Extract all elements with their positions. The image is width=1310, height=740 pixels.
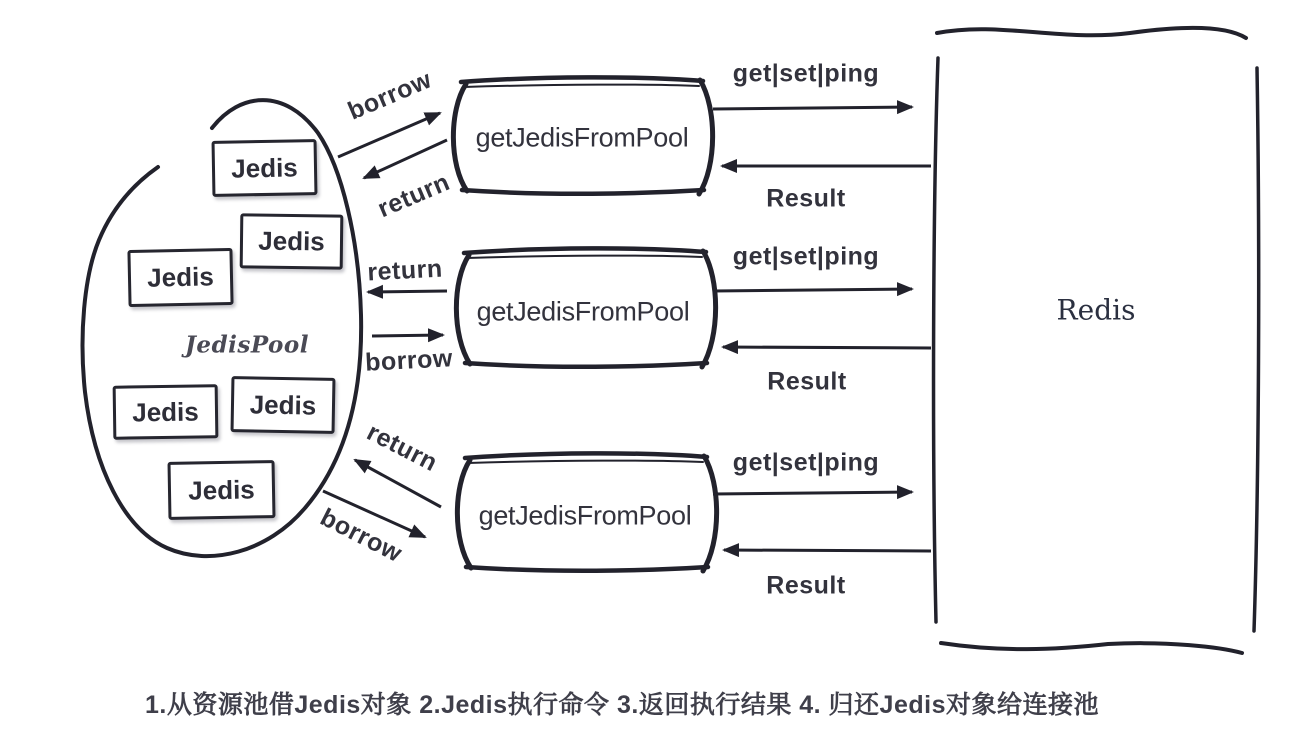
borrow-arrow-row2 [372, 335, 443, 336]
jedis-instance-label: Jedis [132, 396, 199, 427]
jedis-instance-label: Jedis [146, 261, 215, 293]
request-arrow-row1 [713, 107, 912, 109]
return-label-row3: return [362, 418, 443, 478]
jedis-instance-box [168, 460, 276, 520]
jedis-instance-box [113, 384, 219, 439]
borrow-label-row2: borrow [364, 344, 454, 377]
response-label-row3: Result [766, 571, 846, 600]
redis-server-label: Redis [1056, 293, 1136, 327]
response-label-row1: Result [766, 184, 846, 213]
return-label-row2: return [366, 254, 444, 287]
jedis-instance-box [127, 248, 233, 307]
return-arrow-row2 [368, 291, 447, 292]
response-arrow-row3 [724, 550, 931, 551]
jedis-instance-box [212, 139, 318, 197]
request-label-row1: get|set|ping [732, 59, 880, 88]
borrow-label-row3: borrow [315, 503, 407, 568]
return-label-row1: return [373, 167, 454, 224]
jedis-instance-label: Jedis [249, 388, 317, 421]
jedis-instance-label: Jedis [230, 151, 298, 184]
response-label-row2: Result [767, 367, 847, 396]
request-label-row2: get|set|ping [732, 242, 880, 271]
jedis-instance-box [240, 213, 344, 269]
jedis-instance-box [231, 376, 336, 434]
response-arrow-row2 [723, 347, 931, 348]
request-arrow-row3 [713, 492, 912, 494]
pool-name-label: JedisPool [185, 331, 309, 359]
request-label-row3: get|set|ping [732, 448, 880, 477]
worker-box-label-row1: getJedisFromPool [475, 122, 689, 153]
request-arrow-row2 [713, 289, 912, 291]
jedis-instance-label: Jedis [187, 473, 255, 506]
worker-box-label-row2: getJedisFromPool [476, 296, 690, 327]
redis-box-frame [934, 28, 1259, 653]
borrow-label-row1: borrow [343, 65, 436, 126]
diagram-caption: 1.从资源池借Jedis对象 2.Jedis执行命令 3.返回执行结果 4. 归还Jedis对象给连接池 [145, 691, 1099, 719]
jedis-instance-label: Jedis [258, 225, 325, 257]
worker-box-label-row3: getJedisFromPool [478, 500, 692, 531]
